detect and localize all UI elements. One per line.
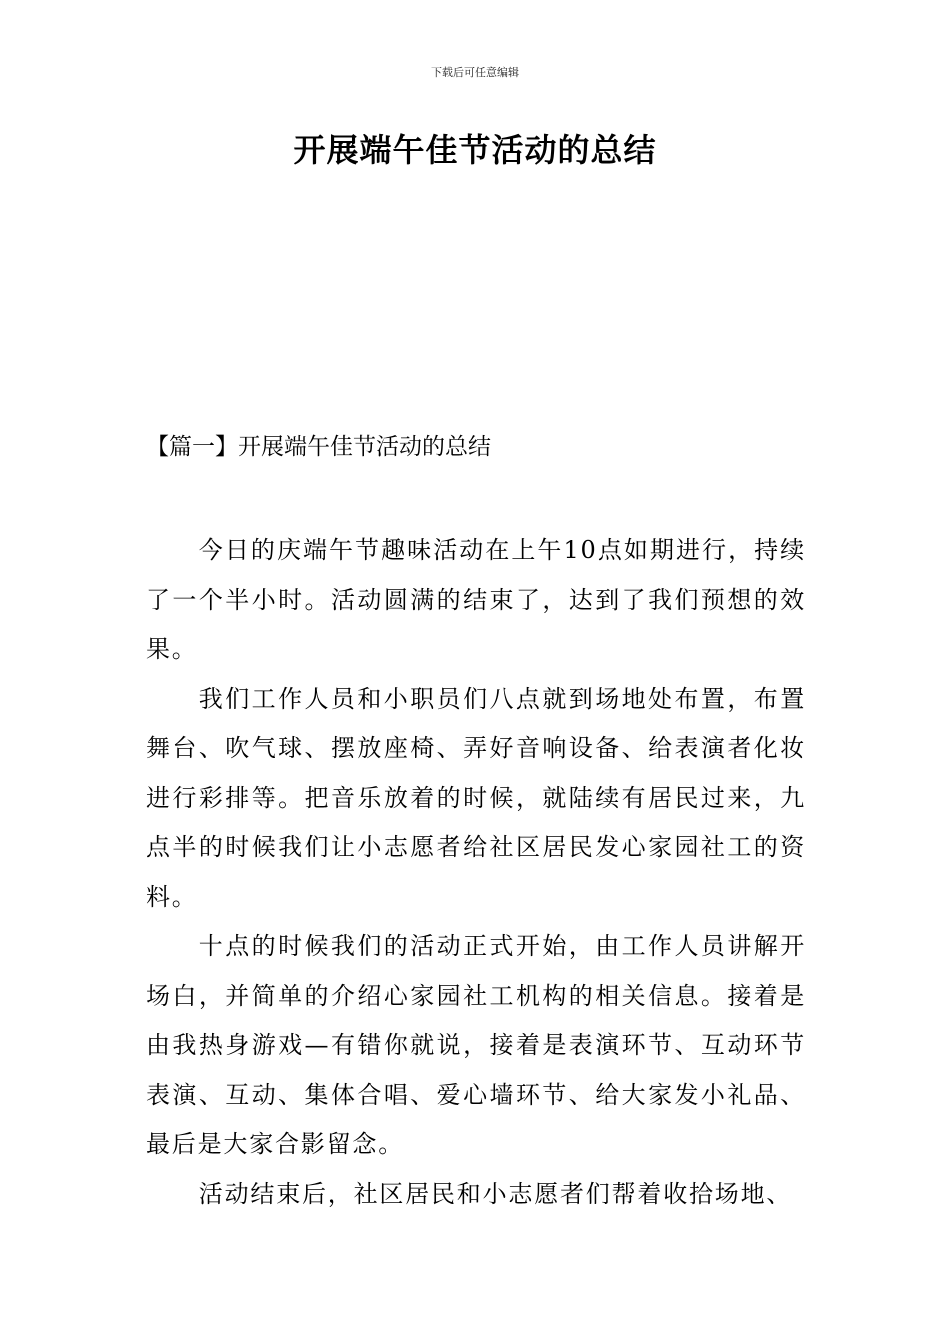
paragraph-2: 我们工作人员和小职员们八点就到场地处布置，布置舞台、吹气球、摆放座椅、弄好音响设备、给表演者化妆进行彩排等。把音乐放着的时候，就陆续有居民过来，九点半的时候我们让小志愿者给社区居民发心家园社工的资料。 [146, 684, 806, 911]
section-heading: 【篇一】开展端午佳节活动的总结 [146, 434, 491, 460]
document-title: 开展端午佳节活动的总结 [293, 131, 657, 169]
paragraph-1: 今日的庆端午节趣味活动在上午10点如期进行，持续了一个半小时。活动圆满的结束了，达到了我们预想的效果。 [146, 536, 806, 663]
header-note: 下载后可任意编辑 [431, 66, 519, 79]
paragraph-4: 活动结束后，社区居民和小志愿者们帮着收拾场地、 [198, 1179, 793, 1208]
body-text [146, 526, 806, 1219]
paragraph-3: 十点的时候我们的活动正式开始，由工作人员讲解开场白，并简单的介绍心家园社工机构的相关信息。接着是由我热身游戏—有错你就说，接着是表演环节、互动环节表演、互动、集体合唱、爱心墙环节、给大家发小礼品、最后是大家合影留念。 [146, 932, 806, 1158]
